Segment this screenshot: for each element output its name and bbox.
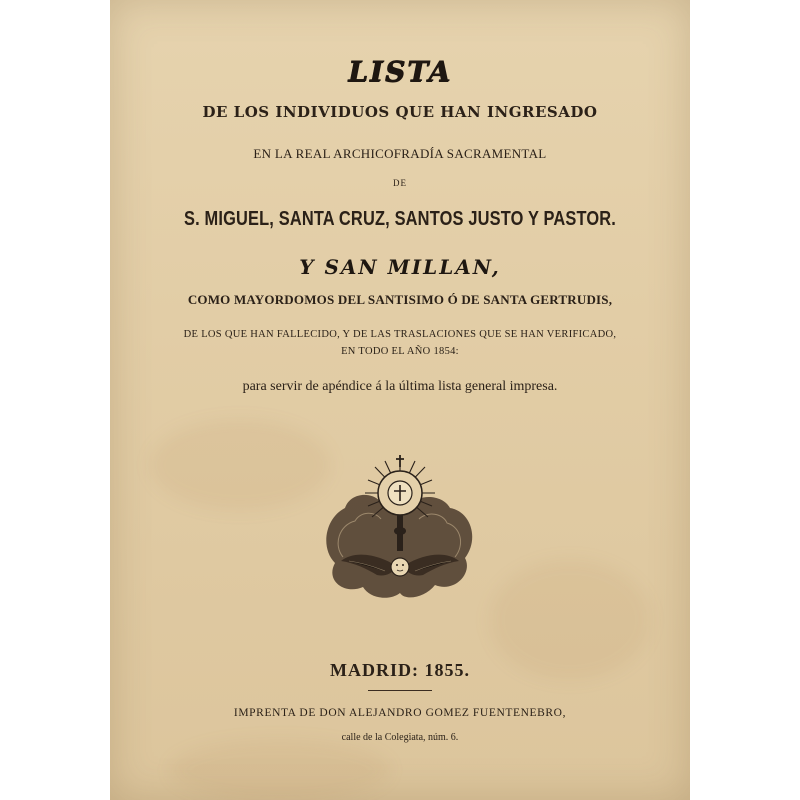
parish-san-millan: Y SAN MILLAN, <box>299 255 501 279</box>
subtitle-de: DE <box>393 178 407 188</box>
parishes-heading: S. MIGUEL, SANTA CRUZ, SANTOS JUSTO Y PASTOR. <box>183 208 617 230</box>
imprint-address: calle de la Colegiata, núm. 6. <box>341 732 459 743</box>
subtitle-fallecidos: DE LOS QUE HAN FALLECIDO, Y DE LAS TRASLACIONES QUE SE HAN VERIFICADO, <box>183 329 617 340</box>
subtitle-archicofradia: EN LA REAL ARCHICOFRADÍA SACRAMENTAL <box>253 146 547 161</box>
imprint-divider <box>368 690 432 691</box>
document-title: LISTA <box>347 55 453 88</box>
paper-stain <box>150 420 330 510</box>
subtitle-mayordomos: COMO MAYORDOMOS DEL SANTISIMO Ó DE SANTA GERTRUDIS, <box>187 292 613 307</box>
imprint-printer: IMPRENTA DE DON ALEJANDRO GOMEZ FUENTENEBRO, <box>233 707 567 719</box>
subtitle-year: EN TODO EL AÑO 1854: <box>341 346 459 357</box>
monstrance-with-winged-cherub-icon <box>315 453 485 603</box>
subtitle-individuos: DE LOS INDIVIDUOS QUE HAN INGRESADO <box>202 103 598 121</box>
subtitle-apendice: para servir de apéndice á la última lista general impresa. <box>242 379 558 394</box>
title-page <box>110 0 690 800</box>
imprint-city-year: MADRID: 1855. <box>330 660 470 680</box>
paper-stain <box>170 740 390 800</box>
